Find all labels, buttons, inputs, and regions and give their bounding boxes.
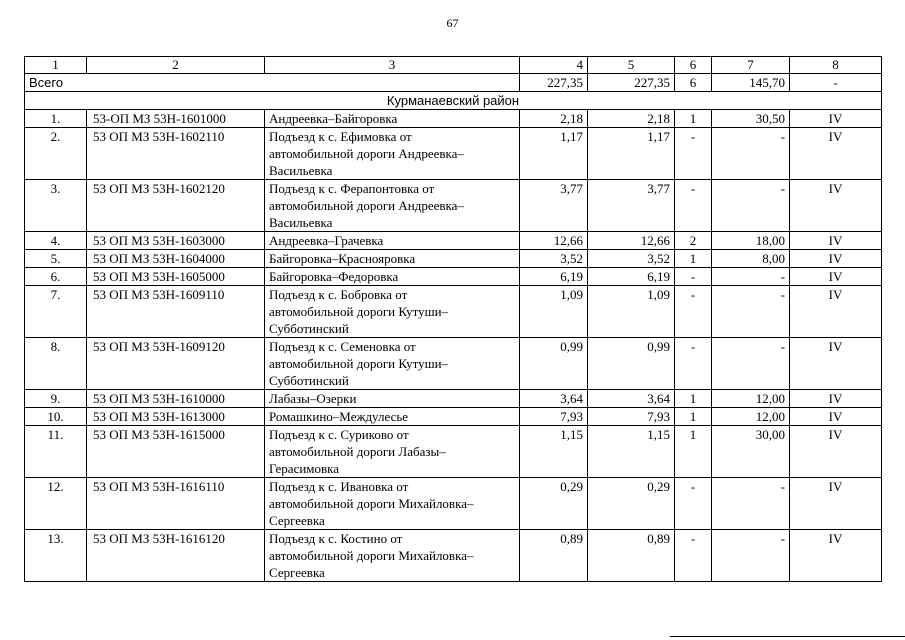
bridges-length: - xyxy=(712,180,790,232)
length-total: 6,19 xyxy=(520,268,588,286)
road-category: IV xyxy=(790,408,882,426)
road-code: 53 ОП МЗ 53Н-1604000 xyxy=(87,250,265,268)
length-col5: 1,09 xyxy=(588,286,675,338)
table-row xyxy=(25,268,882,286)
road-name xyxy=(265,250,520,268)
header-col-4: 4 xyxy=(520,57,588,74)
length-col5: 0,99 xyxy=(588,338,675,390)
length-total: 0,29 xyxy=(520,478,588,530)
table-row xyxy=(25,530,882,582)
bridges-count: 1 xyxy=(675,250,712,268)
row-number: 4. xyxy=(25,232,87,250)
road-name-line: Андреевка–Байгоровка xyxy=(269,111,398,126)
road-name xyxy=(265,390,520,408)
road-name-line: Андреевка–Грачевка xyxy=(269,233,384,248)
length-total: 3,64 xyxy=(520,390,588,408)
road-name-line: автомобильной дороги Михайловка– xyxy=(269,496,474,511)
road-category: IV xyxy=(790,338,882,390)
road-name-line: Байгоровка–Краснояровка xyxy=(269,251,416,266)
row-number: 7. xyxy=(25,286,87,338)
road-category: IV xyxy=(790,478,882,530)
length-total: 3,52 xyxy=(520,250,588,268)
length-col5: 0,89 xyxy=(588,530,675,582)
row-number: 11. xyxy=(25,426,87,478)
bridges-length: 12,00 xyxy=(712,390,790,408)
region-title: Курманаевский район xyxy=(25,92,882,110)
table-row xyxy=(25,180,882,232)
road-category: IV xyxy=(790,390,882,408)
road-name xyxy=(265,128,520,180)
table-row xyxy=(25,110,882,128)
road-name xyxy=(265,286,520,338)
road-name xyxy=(265,180,520,232)
row-number: 6. xyxy=(25,268,87,286)
header-col-2: 2 xyxy=(87,57,265,74)
table-row xyxy=(25,250,882,268)
road-code: 53 ОП МЗ 53Н-1603000 xyxy=(87,232,265,250)
bridges-count: 1 xyxy=(675,426,712,478)
road-name-line: Подъезд к с. Бобровка от xyxy=(269,287,408,302)
bridges-length: - xyxy=(712,128,790,180)
total-row xyxy=(25,74,882,92)
road-name-line: Подъезд к с. Костино от xyxy=(269,531,403,546)
road-category: IV xyxy=(790,426,882,478)
total-c8: - xyxy=(790,74,882,92)
length-col5: 1,15 xyxy=(588,426,675,478)
table-row xyxy=(25,128,882,180)
bridges-count: 2 xyxy=(675,232,712,250)
road-name-line: Подъезд к с. Ефимовка от xyxy=(269,129,412,144)
total-c5: 227,35 xyxy=(588,74,675,92)
length-total: 1,09 xyxy=(520,286,588,338)
road-name xyxy=(265,408,520,426)
road-code: 53 ОП МЗ 53Н-1602120 xyxy=(87,180,265,232)
road-code: 53 ОП МЗ 53Н-1609110 xyxy=(87,286,265,338)
row-number: 10. xyxy=(25,408,87,426)
bridges-count: - xyxy=(675,478,712,530)
row-number: 8. xyxy=(25,338,87,390)
road-name-line: Сергеевка xyxy=(269,565,325,580)
road-category: IV xyxy=(790,180,882,232)
road-name-line: Подъезд к с. Семеновка от xyxy=(269,339,416,354)
bridges-length: - xyxy=(712,286,790,338)
road-name-line: Подъезд к с. Ферапонтовка от xyxy=(269,181,435,196)
footer-line xyxy=(670,636,905,637)
total-label: Всего xyxy=(25,74,520,92)
region-row xyxy=(25,92,882,110)
road-category: IV xyxy=(790,286,882,338)
header-col-8: 8 xyxy=(790,57,882,74)
total-c6: 6 xyxy=(675,74,712,92)
road-category: IV xyxy=(790,530,882,582)
row-number: 1. xyxy=(25,110,87,128)
header-col-7: 7 xyxy=(712,57,790,74)
road-name-line: автомобильной дороги Лабазы– xyxy=(269,444,446,459)
roads-table xyxy=(24,56,882,582)
road-name-line: Герасимовка xyxy=(269,461,340,476)
length-col5: 6,19 xyxy=(588,268,675,286)
road-category: IV xyxy=(790,250,882,268)
bridges-length: - xyxy=(712,530,790,582)
length-col5: 1,17 xyxy=(588,128,675,180)
road-name-line: Лабазы–Озерки xyxy=(269,391,357,406)
header-col-5: 5 xyxy=(588,57,675,74)
table-row xyxy=(25,338,882,390)
length-total: 3,77 xyxy=(520,180,588,232)
road-name xyxy=(265,110,520,128)
bridges-count: 1 xyxy=(675,390,712,408)
road-name-line: Подъезд к с. Ивановка от xyxy=(269,479,409,494)
bridges-count: - xyxy=(675,530,712,582)
row-number: 2. xyxy=(25,128,87,180)
row-number: 9. xyxy=(25,390,87,408)
road-category: IV xyxy=(790,232,882,250)
road-name xyxy=(265,478,520,530)
header-row xyxy=(25,57,882,74)
road-name xyxy=(265,232,520,250)
header-col-1: 1 xyxy=(25,57,87,74)
road-code: 53 ОП МЗ 53Н-1616110 xyxy=(87,478,265,530)
length-col5: 0,29 xyxy=(588,478,675,530)
road-name xyxy=(265,338,520,390)
row-number: 5. xyxy=(25,250,87,268)
bridges-length: 30,00 xyxy=(712,426,790,478)
total-c4: 227,35 xyxy=(520,74,588,92)
road-code: 53 ОП МЗ 53Н-1616120 xyxy=(87,530,265,582)
length-col5: 3,77 xyxy=(588,180,675,232)
road-name-line: Субботинский xyxy=(269,373,349,388)
page-number: 67 xyxy=(446,16,459,30)
table-row xyxy=(25,426,882,478)
length-col5: 7,93 xyxy=(588,408,675,426)
bridges-count: 1 xyxy=(675,408,712,426)
road-name-line: Субботинский xyxy=(269,321,349,336)
road-code: 53 ОП МЗ 53Н-1613000 xyxy=(87,408,265,426)
road-name-line: автомобильной дороги Кутуши– xyxy=(269,304,449,319)
bridges-count: - xyxy=(675,286,712,338)
length-col5: 12,66 xyxy=(588,232,675,250)
header-col-6: 6 xyxy=(675,57,712,74)
road-code: 53 ОП МЗ 53Н-1609120 xyxy=(87,338,265,390)
table-row xyxy=(25,408,882,426)
length-total: 1,17 xyxy=(520,128,588,180)
bridges-count: 1 xyxy=(675,110,712,128)
row-number: 13. xyxy=(25,530,87,582)
row-number: 3. xyxy=(25,180,87,232)
road-code: 53 ОП МЗ 53Н-1605000 xyxy=(87,268,265,286)
length-col5: 2,18 xyxy=(588,110,675,128)
bridges-length: - xyxy=(712,478,790,530)
length-total: 1,15 xyxy=(520,426,588,478)
bridges-length: 12,00 xyxy=(712,408,790,426)
bridges-length: - xyxy=(712,268,790,286)
table-row xyxy=(25,478,882,530)
length-total: 0,99 xyxy=(520,338,588,390)
bridges-count: - xyxy=(675,268,712,286)
bridges-length: 18,00 xyxy=(712,232,790,250)
road-name-line: автомобильной дороги Андреевка– xyxy=(269,146,464,161)
road-name xyxy=(265,530,520,582)
bridges-count: - xyxy=(675,338,712,390)
road-code: 53 ОП МЗ 53Н-1610000 xyxy=(87,390,265,408)
road-category: IV xyxy=(790,110,882,128)
bridges-count: - xyxy=(675,180,712,232)
road-name xyxy=(265,426,520,478)
length-total: 7,93 xyxy=(520,408,588,426)
total-c7: 145,70 xyxy=(712,74,790,92)
length-total: 2,18 xyxy=(520,110,588,128)
road-category: IV xyxy=(790,128,882,180)
road-name-line: Байгоровка–Федоровка xyxy=(269,269,399,284)
road-code: 53-ОП МЗ 53Н-1601000 xyxy=(87,110,265,128)
bridges-length: 30,50 xyxy=(712,110,790,128)
table-row xyxy=(25,390,882,408)
road-name-line: Подъезд к с. Суриково от xyxy=(269,427,409,442)
length-total: 0,89 xyxy=(520,530,588,582)
length-col5: 3,52 xyxy=(588,250,675,268)
length-total: 12,66 xyxy=(520,232,588,250)
bridges-length: - xyxy=(712,338,790,390)
bridges-count: - xyxy=(675,128,712,180)
length-col5: 3,64 xyxy=(588,390,675,408)
road-category: IV xyxy=(790,268,882,286)
road-name-line: Сергеевка xyxy=(269,513,325,528)
road-name-line: автомобильной дороги Кутуши– xyxy=(269,356,449,371)
table-row xyxy=(25,286,882,338)
header-col-3: 3 xyxy=(265,57,520,74)
road-name-line: автомобильной дороги Михайловка– xyxy=(269,548,474,563)
row-number: 12. xyxy=(25,478,87,530)
road-name-line: Васильевка xyxy=(269,215,333,230)
road-name-line: Васильевка xyxy=(269,163,333,178)
table-row xyxy=(25,232,882,250)
road-code: 53 ОП МЗ 53Н-1602110 xyxy=(87,128,265,180)
road-code: 53 ОП МЗ 53Н-1615000 xyxy=(87,426,265,478)
bridges-length: 8,00 xyxy=(712,250,790,268)
road-name-line: автомобильной дороги Андреевка– xyxy=(269,198,464,213)
road-name xyxy=(265,268,520,286)
road-name-line: Ромашкино–Междулесье xyxy=(269,409,409,424)
